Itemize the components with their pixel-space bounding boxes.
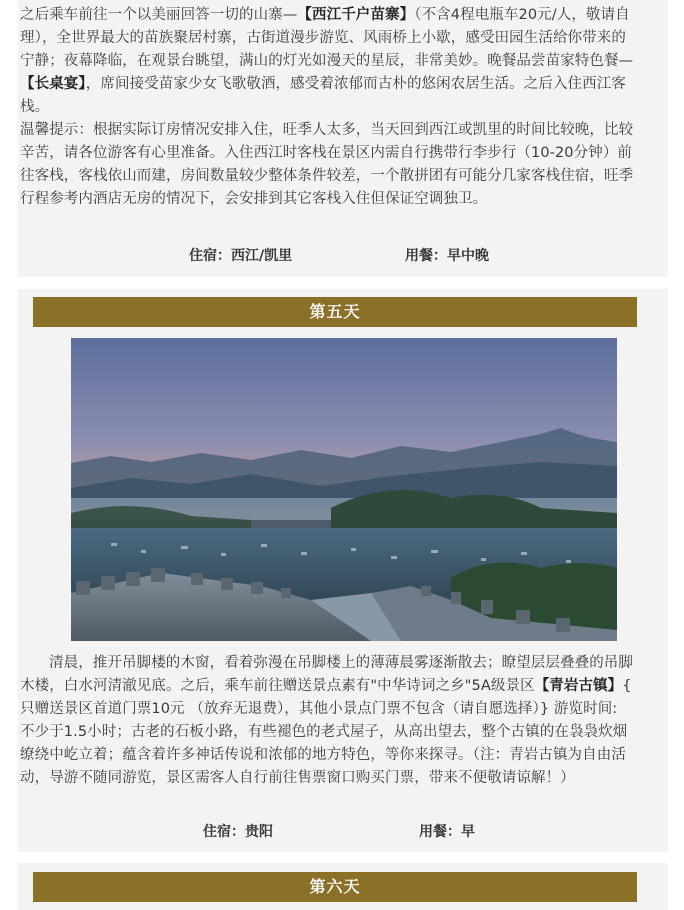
day5-line-2: 木楼，白水河清澈见底。之后，乘车前往赠送景点素有"中华诗词之乡"5A级景区【青岩古镇】{ (20, 678, 632, 694)
day5-line-5: 缭绕中屹立着；蕴含着许多神话传说和浓郁的地方特色，等你来探寻。（注：青岩古镇为自由活 (20, 747, 626, 763)
day5-header: 第五天 (33, 297, 637, 327)
day4-line-4: 【长桌宴】，席间接受苗家少女飞歌敬酒，感受着浓郁而古朴的悠闲农居生活。之后入住西江客 (20, 76, 626, 92)
day4-tip-line-1: 温馨提示：根据实际订房情况安排入住，旺季人太多，当天回到西江或凯里的时间比较晚，比较 (20, 122, 634, 138)
day4-accommodation: 住宿：西江/凯里 (189, 248, 293, 264)
day5-accommodation: 住宿：贵阳 (203, 824, 273, 840)
day4-tip-line-3: 往客栈，客栈依山而建，房间数量较少整体条件较差，一个散拼团有可能分几家客栈住宿，旺季 (20, 168, 634, 184)
day5-line-6: 动，导游不随同游览，景区需客人自行前往售票窗口购买门票，带来不便敬请谅解！） (20, 770, 575, 786)
day4-meals: 用餐：早中晚 (405, 248, 489, 264)
xijiang-miao-village: 【西江千户苗寨】 (297, 7, 415, 23)
long-table-banquet: 【长桌宴】 (20, 76, 86, 92)
qingyan-ancient-town: 【青岩古镇】 (534, 678, 623, 694)
day4-line-1: 之后乘车前往一个以美丽回答一切的山寨—【西江千户苗寨】（不含4程电瓶车20元/人，敬请自 (20, 7, 630, 23)
day5-line-1: 清晨，推开吊脚楼的木窗，看着弥漫在吊脚楼上的薄薄晨雾逐渐散去；瞭望层层叠叠的吊脚 (49, 655, 633, 671)
day4-card (18, 0, 668, 277)
day4-line-5: 栈。 (20, 99, 50, 115)
day4-description (20, 4, 666, 211)
day5-line-3: 只赠送景区首道门票10元 （放弃无退费），其他小景点门票不包含（请自愿选择）} 游览时间: (20, 701, 618, 717)
day4-line-2: 理），全世界最大的苗族聚居村寨，古街道漫步游览、风雨桥上小歇，感受田园生活给你带来的 (20, 30, 626, 46)
day6-header: 第六天 (33, 872, 637, 902)
day4-tip-line-2: 辛苦，请各位游客有心里准备。入住西江时客栈在景区内需自行携带行李步行（10-20分钟）前 (20, 145, 633, 161)
day4-tip-line-4: 行程参考内酒店无房的情况下，会安排到其它客栈入住但保证空调独卫。 (20, 191, 488, 207)
day5-description (20, 652, 666, 790)
day5-meals: 用餐：早 (419, 824, 475, 840)
day4-line-3: 宁静；夜幕降临，在观景台眺望，满山的灯光如漫天的星辰，非常美妙。晚餐品尝苗家特色餐— (20, 53, 634, 69)
qingyan-town-photo (71, 338, 617, 641)
day5-line-4: 不少于1.5小时；古老的石板小路，有些褪色的老式屋子，从高出望去，整个古镇的在袅袅炊烟 (20, 724, 628, 740)
